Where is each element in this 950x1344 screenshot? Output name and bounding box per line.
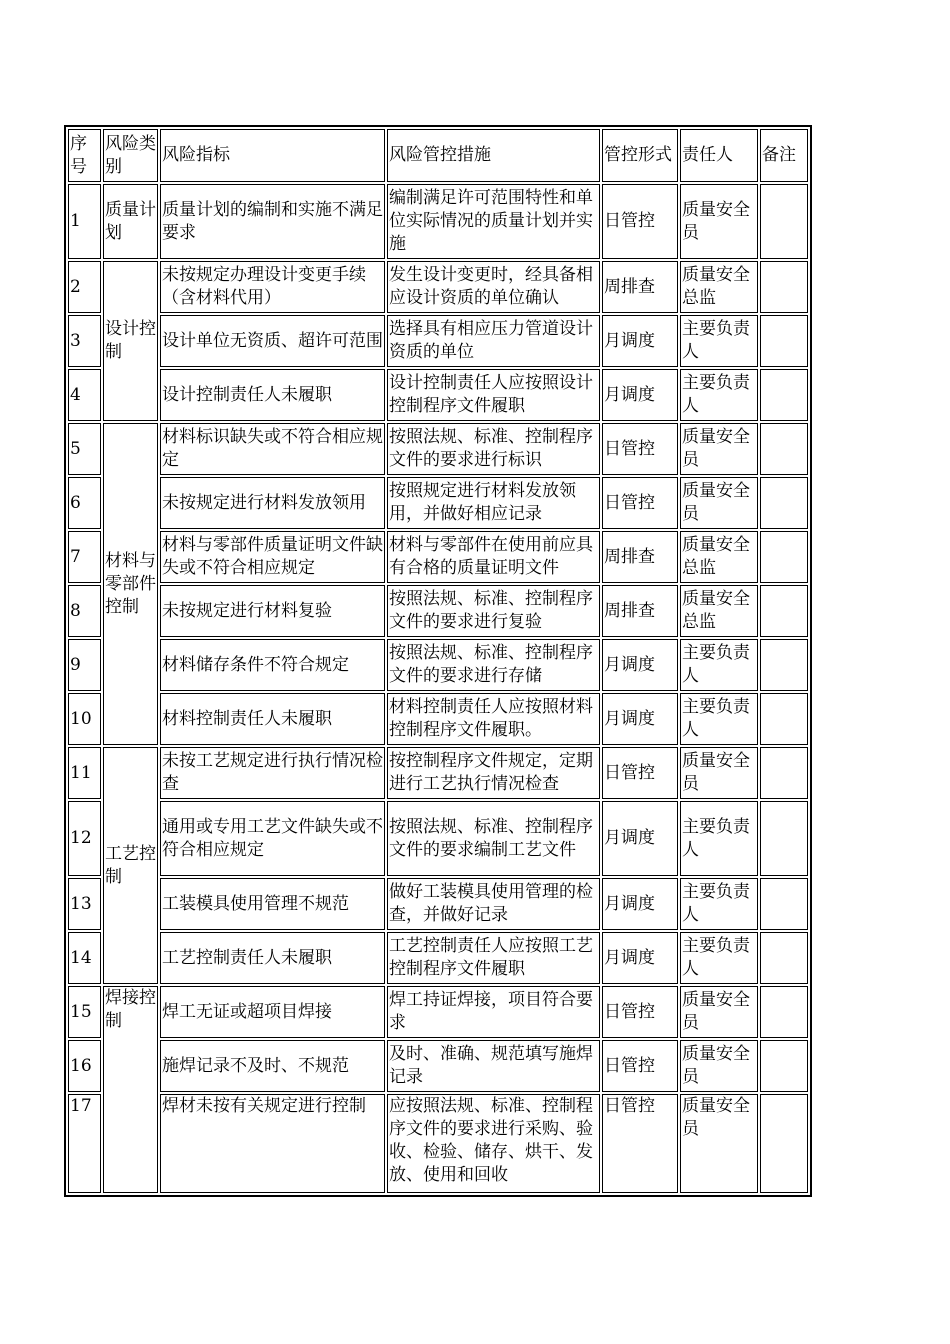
cell-form: 月调度 bbox=[602, 932, 678, 984]
cell-owner: 质量安全总监 bbox=[680, 261, 758, 313]
header-indicator: 风险指标 bbox=[160, 129, 385, 182]
cell-seq: 16 bbox=[68, 1040, 101, 1092]
cell-remark bbox=[760, 878, 808, 930]
cell-indicator: 工装模具使用管理不规范 bbox=[160, 878, 385, 930]
cell-measure: 工艺控制责任人应按照工艺控制程序文件履职 bbox=[387, 932, 600, 984]
table-row bbox=[68, 531, 808, 583]
cell-form: 月调度 bbox=[602, 315, 678, 367]
table-row bbox=[68, 1094, 808, 1193]
header-measure: 风险管控措施 bbox=[387, 129, 600, 182]
cell-owner: 质量安全员 bbox=[680, 986, 758, 1038]
header-remark: 备注 bbox=[760, 129, 808, 182]
cell-indicator: 材料控制责任人未履职 bbox=[160, 693, 385, 745]
header-category: 风险类别 bbox=[103, 129, 158, 182]
cell-owner: 主要负责人 bbox=[680, 878, 758, 930]
cell-seq: 10 bbox=[68, 693, 101, 745]
cell-remark bbox=[760, 932, 808, 984]
cell-form: 日管控 bbox=[602, 184, 678, 259]
cell-seq: 5 bbox=[68, 423, 101, 475]
cell-seq: 14 bbox=[68, 932, 101, 984]
table-row bbox=[68, 932, 808, 984]
cell-seq: 17 bbox=[68, 1094, 101, 1193]
cell-remark bbox=[760, 693, 808, 745]
cell-indicator: 未按规定进行材料复验 bbox=[160, 585, 385, 637]
table-row bbox=[68, 315, 808, 367]
cell-form: 月调度 bbox=[602, 801, 678, 876]
cell-owner: 主要负责人 bbox=[680, 639, 758, 691]
cell-measure: 按控制程序文件规定，定期进行工艺执行情况检查 bbox=[387, 747, 600, 799]
table-row bbox=[68, 801, 808, 876]
cell-owner: 主要负责人 bbox=[680, 315, 758, 367]
cell-seq: 2 bbox=[68, 261, 101, 313]
header-seq: 序号 bbox=[68, 129, 101, 182]
cell-indicator: 设计控制责任人未履职 bbox=[160, 369, 385, 421]
cell-remark bbox=[760, 986, 808, 1038]
cell-remark bbox=[760, 315, 808, 367]
cell-measure: 焊工持证焊接，项目符合要求 bbox=[387, 986, 600, 1038]
cell-seq: 12 bbox=[68, 801, 101, 876]
cell-seq: 3 bbox=[68, 315, 101, 367]
cell-seq: 13 bbox=[68, 878, 101, 930]
cell-seq: 9 bbox=[68, 639, 101, 691]
cell-measure: 材料控制责任人应按照材料控制程序文件履职。 bbox=[387, 693, 600, 745]
cell-owner: 质量安全员 bbox=[680, 747, 758, 799]
cell-indicator: 通用或专用工艺文件缺失或不符合相应规定 bbox=[160, 801, 385, 876]
cell-remark bbox=[760, 1094, 808, 1193]
cell-measure: 材料与零部件在使用前应具有合格的质量证明文件 bbox=[387, 531, 600, 583]
cell-form: 月调度 bbox=[602, 369, 678, 421]
category-quality-plan: 质量计划 bbox=[103, 184, 158, 259]
risk-control-table bbox=[64, 125, 812, 1197]
cell-indicator: 焊材未按有关规定进行控制 bbox=[160, 1094, 385, 1193]
table-row bbox=[68, 639, 808, 691]
category-material: 材料与零部件控制 bbox=[103, 423, 158, 745]
cell-form: 周排查 bbox=[602, 531, 678, 583]
table-row bbox=[68, 585, 808, 637]
cell-seq: 7 bbox=[68, 531, 101, 583]
cell-owner: 质量安全员 bbox=[680, 1040, 758, 1092]
table-row bbox=[68, 986, 808, 1038]
cell-owner: 质量安全员 bbox=[680, 184, 758, 259]
cell-remark bbox=[760, 369, 808, 421]
category-welding: 焊接控制 bbox=[103, 986, 158, 1193]
cell-form: 月调度 bbox=[602, 639, 678, 691]
cell-seq: 4 bbox=[68, 369, 101, 421]
cell-remark bbox=[760, 261, 808, 313]
cell-form: 月调度 bbox=[602, 878, 678, 930]
cell-seq: 15 bbox=[68, 986, 101, 1038]
cell-indicator: 材料标识缺失或不符合相应规定 bbox=[160, 423, 385, 475]
cell-measure: 选择具有相应压力管道设计资质的单位 bbox=[387, 315, 600, 367]
cell-indicator: 施焊记录不及时、不规范 bbox=[160, 1040, 385, 1092]
cell-measure: 编制满足许可范围特性和单位实际情况的质量计划并实施 bbox=[387, 184, 600, 259]
cell-indicator: 质量计划的编制和实施不满足要求 bbox=[160, 184, 385, 259]
header-owner: 责任人 bbox=[680, 129, 758, 182]
category-design: 设计控制 bbox=[103, 261, 158, 421]
cell-owner: 主要负责人 bbox=[680, 932, 758, 984]
cell-remark bbox=[760, 477, 808, 529]
cell-indicator: 未按规定进行材料发放领用 bbox=[160, 477, 385, 529]
cell-form: 周排查 bbox=[602, 261, 678, 313]
cell-seq: 1 bbox=[68, 184, 101, 259]
cell-form: 月调度 bbox=[602, 693, 678, 745]
cell-owner: 质量安全员 bbox=[680, 1094, 758, 1193]
table-row bbox=[68, 1040, 808, 1092]
table-row bbox=[68, 261, 808, 313]
table-row bbox=[68, 693, 808, 745]
cell-owner: 主要负责人 bbox=[680, 693, 758, 745]
cell-remark bbox=[760, 585, 808, 637]
cell-indicator: 焊工无证或超项目焊接 bbox=[160, 986, 385, 1038]
header-row bbox=[68, 129, 808, 182]
cell-owner: 主要负责人 bbox=[680, 801, 758, 876]
cell-measure: 设计控制责任人应按照设计控制程序文件履职 bbox=[387, 369, 600, 421]
cell-remark bbox=[760, 1040, 808, 1092]
cell-seq: 11 bbox=[68, 747, 101, 799]
cell-remark bbox=[760, 639, 808, 691]
table-row bbox=[68, 184, 808, 259]
cell-owner: 质量安全总监 bbox=[680, 585, 758, 637]
cell-measure: 按照法规、标准、控制程序文件的要求进行存储 bbox=[387, 639, 600, 691]
cell-measure: 按照法规、标准、控制程序文件的要求进行复验 bbox=[387, 585, 600, 637]
header-form: 管控形式 bbox=[602, 129, 678, 182]
cell-owner: 主要负责人 bbox=[680, 369, 758, 421]
cell-seq: 6 bbox=[68, 477, 101, 529]
cell-measure: 发生设计变更时，经具备相应设计资质的单位确认 bbox=[387, 261, 600, 313]
table-row bbox=[68, 369, 808, 421]
cell-form: 日管控 bbox=[602, 986, 678, 1038]
cell-measure: 应按照法规、标准、控制程序文件的要求进行采购、验收、检验、储存、烘干、发放、使用和回收 bbox=[387, 1094, 600, 1193]
cell-remark bbox=[760, 184, 808, 259]
cell-measure: 按照规定进行材料发放领用，并做好相应记录 bbox=[387, 477, 600, 529]
cell-indicator: 工艺控制责任人未履职 bbox=[160, 932, 385, 984]
table-row bbox=[68, 747, 808, 799]
cell-measure: 按照法规、标准、控制程序文件的要求进行标识 bbox=[387, 423, 600, 475]
cell-indicator: 设计单位无资质、超许可范围 bbox=[160, 315, 385, 367]
cell-owner: 质量安全员 bbox=[680, 477, 758, 529]
cell-owner: 质量安全总监 bbox=[680, 531, 758, 583]
cell-indicator: 未按工艺规定进行执行情况检查 bbox=[160, 747, 385, 799]
cell-remark bbox=[760, 801, 808, 876]
cell-remark bbox=[760, 423, 808, 475]
cell-form: 日管控 bbox=[602, 423, 678, 475]
table-row bbox=[68, 477, 808, 529]
cell-indicator: 未按规定办理设计变更手续（含材料代用） bbox=[160, 261, 385, 313]
cell-form: 日管控 bbox=[602, 477, 678, 529]
cell-indicator: 材料储存条件不符合规定 bbox=[160, 639, 385, 691]
table-row bbox=[68, 423, 808, 475]
cell-owner: 质量安全员 bbox=[680, 423, 758, 475]
cell-measure: 按照法规、标准、控制程序文件的要求编制工艺文件 bbox=[387, 801, 600, 876]
category-process: 工艺控制 bbox=[103, 747, 158, 984]
cell-seq: 8 bbox=[68, 585, 101, 637]
cell-form: 日管控 bbox=[602, 747, 678, 799]
cell-measure: 及时、准确、规范填写施焊记录 bbox=[387, 1040, 600, 1092]
cell-indicator: 材料与零部件质量证明文件缺失或不符合相应规定 bbox=[160, 531, 385, 583]
cell-form: 周排查 bbox=[602, 585, 678, 637]
cell-measure: 做好工装模具使用管理的检查，并做好记录 bbox=[387, 878, 600, 930]
table-row bbox=[68, 878, 808, 930]
cell-form: 日管控 bbox=[602, 1094, 678, 1193]
cell-remark bbox=[760, 747, 808, 799]
cell-form: 日管控 bbox=[602, 1040, 678, 1092]
cell-remark bbox=[760, 531, 808, 583]
